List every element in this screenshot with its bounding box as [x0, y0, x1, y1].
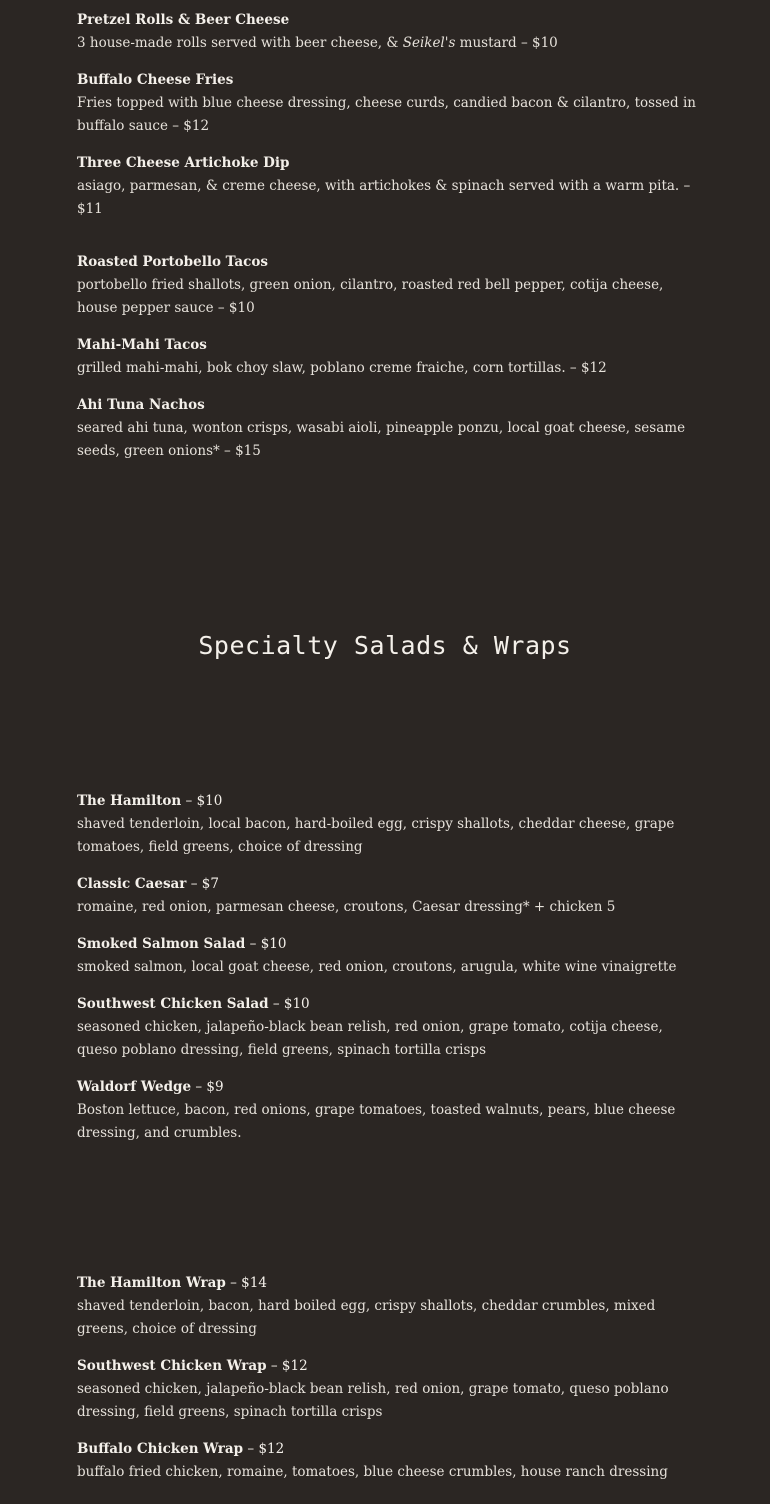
item-description: buffalo fried chicken, romaine, tomatoes, blue cheese crumbles, house ranch dressing: [77, 1464, 668, 1480]
menu-item: [77, 993, 697, 1062]
item-name: Classic Caesar: [77, 876, 187, 892]
item-name: Mahi-Mahi Tacos: [77, 337, 207, 353]
item-price: – $12: [243, 1441, 285, 1457]
item-description: seasoned chicken, jalapeño-black bean relish, red onion, grape tomato, queso poblano dressing, field greens, spinach tortilla crisps: [77, 1381, 669, 1420]
menu-item: [77, 394, 697, 463]
wraps-section: [77, 1272, 697, 1498]
menu-item: [77, 873, 697, 919]
item-heading: [77, 1438, 697, 1461]
item-name: Southwest Chicken Wrap: [77, 1358, 267, 1374]
menu-item: [77, 69, 697, 138]
item-price: – $10: [268, 996, 310, 1012]
menu-item: [77, 9, 697, 55]
item-price: – $12: [266, 1358, 308, 1374]
menu-item: [77, 152, 697, 221]
item-price: – $10: [181, 793, 223, 809]
item-name: Pretzel Rolls & Beer Cheese: [77, 12, 290, 28]
item-price: – $9: [191, 1079, 224, 1095]
item-description: shaved tenderloin, local bacon, hard-boiled egg, crispy shallots, cheddar cheese, grape tomatoes, field greens, choice of dressing: [77, 816, 675, 855]
desc-text: 3 house-made rolls served with beer cheese, &: [77, 35, 403, 51]
item-name: Roasted Portobello Tacos: [77, 254, 268, 270]
salads-section: [77, 790, 697, 1159]
item-heading: [77, 933, 697, 956]
brand-name: Seikel's: [402, 35, 456, 51]
item-description: seasoned chicken, jalapeño-black bean relish, red onion, grape tomato, cotija cheese, queso poblano dressing, field greens, spinach tortilla crisps: [77, 1019, 663, 1058]
item-heading: [77, 1355, 697, 1378]
menu-item: [77, 1355, 697, 1424]
item-name: The Hamilton: [77, 793, 182, 809]
item-description: Fries topped with blue cheese dressing, cheese curds, candied bacon & cilantro, tossed in buffalo sauce – $12: [77, 95, 696, 134]
item-description: shaved tenderloin, bacon, hard boiled egg, crispy shallots, cheddar crumbles, mixed greens, choice of dressing: [77, 1298, 656, 1337]
menu-item: [77, 1272, 697, 1341]
item-price: – $10: [245, 936, 287, 952]
item-name: Three Cheese Artichoke Dip: [77, 155, 290, 171]
menu-item: [77, 933, 697, 979]
item-heading: [77, 993, 697, 1016]
menu-item: [77, 1076, 697, 1145]
item-price: – $7: [186, 876, 219, 892]
item-name: Ahi Tuna Nachos: [77, 397, 205, 413]
starters-section: [77, 9, 697, 235]
item-name: Buffalo Cheese Fries: [77, 72, 234, 88]
item-description: romaine, red onion, parmesan cheese, croutons, Caesar dressing* + chicken 5: [77, 899, 616, 915]
item-price: – $14: [225, 1275, 267, 1291]
item-name: Buffalo Chicken Wrap: [77, 1441, 244, 1457]
item-heading: [77, 873, 697, 896]
menu-item: [77, 790, 697, 859]
item-description: Boston lettuce, bacon, red onions, grape tomatoes, toasted walnuts, pears, blue cheese dressing, and crumbles.: [77, 1102, 676, 1141]
menu-item: [77, 251, 697, 320]
item-heading: [77, 1272, 697, 1295]
item-description: portobello fried shallots, green onion, cilantro, roasted red bell pepper, cotija cheese, house pepper sauce – $10: [77, 277, 664, 316]
desc-text: mustard – $10: [455, 35, 558, 51]
item-description: [77, 32, 697, 55]
item-name: Southwest Chicken Salad: [77, 996, 269, 1012]
tacos-section: [77, 251, 697, 477]
item-description: asiago, parmesan, & creme cheese, with artichokes & spinach served with a warm pita. – $11: [77, 178, 691, 217]
item-name: Waldorf Wedge: [77, 1079, 192, 1095]
section-heading: Specialty Salads & Wraps: [198, 631, 572, 660]
item-description: grilled mahi-mahi, bok choy slaw, poblano creme fraiche, corn tortillas. – $12: [77, 360, 607, 376]
item-name: The Hamilton Wrap: [77, 1275, 226, 1291]
item-name: Smoked Salmon Salad: [77, 936, 246, 952]
item-heading: [77, 1076, 697, 1099]
item-description: smoked salmon, local goat cheese, red onion, croutons, arugula, white wine vinaigrette: [77, 959, 677, 975]
menu-item: [77, 334, 697, 380]
item-heading: [77, 790, 697, 813]
item-description: seared ahi tuna, wonton crisps, wasabi aioli, pineapple ponzu, local goat cheese, sesame seeds, green onions* – $15: [77, 420, 686, 459]
menu-item: [77, 1438, 697, 1484]
